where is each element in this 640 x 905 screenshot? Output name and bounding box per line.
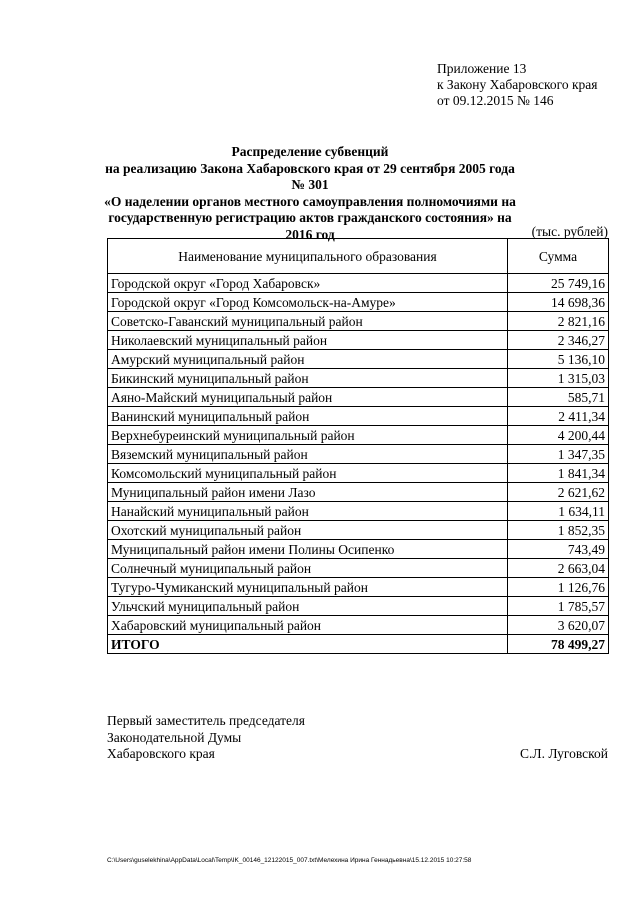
row-sum: 2 346,27 [508,331,609,350]
table-row [108,350,609,369]
row-name: Николаевский муниципальный район [108,331,508,350]
table-row [108,559,609,578]
row-name: Солнечный муниципальный район [108,559,508,578]
table-header-row [108,239,609,274]
row-sum: 585,71 [508,388,609,407]
row-sum: 1 347,35 [508,445,609,464]
signer-line-3: Хабаровского края [107,746,215,761]
row-name: Вяземский муниципальный район [108,445,508,464]
row-sum: 2 411,34 [508,407,609,426]
row-name: Городской округ «Город Комсомольск-на-Амуре» [108,293,508,312]
title-line-1: Распределение субвенций [231,144,389,159]
table-row [108,616,609,635]
row-sum: 25 749,16 [508,274,609,293]
row-sum: 14 698,36 [508,293,609,312]
row-sum: 1 785,57 [508,597,609,616]
row-sum: 1 634,11 [508,502,609,521]
table-row [108,502,609,521]
header-sum: Сумма [508,239,609,274]
row-name: Муниципальный район имени Лазо [108,483,508,502]
table-row [108,388,609,407]
row-name: Верхнебуреинский муниципальный район [108,426,508,445]
row-name: Бикинский муниципальный район [108,369,508,388]
table-row [108,293,609,312]
file-path-footer: C:\Users\guselekhina\AppData\Local\Temp\IK_00146_12122015_007.txt\Мелехина Ирина Геннадьевна\15.12.2015 10:27:58 [107,857,472,864]
signer-line-1: Первый заместитель председателя [107,713,305,728]
row-name: Хабаровский муниципальный район [108,616,508,635]
row-sum: 1 315,03 [508,369,609,388]
row-name: Амурский муниципальный район [108,350,508,369]
table-row [108,521,609,540]
title-line-3: «О наделении органов местного самоуправления полномочиями на [104,193,516,209]
table-row [108,445,609,464]
row-name: Советско-Гаванский муниципальный район [108,312,508,331]
table-row [108,464,609,483]
table-row [108,578,609,597]
total-label: ИТОГО [108,635,508,654]
row-sum: 2 621,62 [508,483,609,502]
table-row [108,274,609,293]
table-row [108,426,609,445]
title-line-4: государственную регистрацию актов гражданского состояния» на 2016 год [108,210,512,242]
row-sum: 2 821,16 [508,312,609,331]
appendix-line-1: Приложение 13 [437,61,527,76]
row-sum: 1 126,76 [508,578,609,597]
row-sum: 1 852,35 [508,521,609,540]
row-name: Ульчский муниципальный район [108,597,508,616]
row-name: Охотский муниципальный район [108,521,508,540]
row-sum: 743,49 [508,540,609,559]
header-name: Наименование муниципального образования [108,239,508,274]
units-label: (тыс. рублей) [531,224,608,239]
row-name: Аяно-Майский муниципальный район [108,388,508,407]
subvention-table [107,238,609,654]
row-sum: 1 841,34 [508,464,609,483]
total-sum: 78 499,27 [508,635,609,654]
title-line-2: на реализацию Закона Хабаровского края от 29 сентября 2005 года № 301 [105,160,515,192]
row-name: Ванинский муниципальный район [108,407,508,426]
signer-line-2: Законодательной Думы [107,729,242,745]
document-title [100,144,520,243]
row-sum: 3 620,07 [508,616,609,635]
signer-name: С.Л. Луговской [520,746,608,761]
row-name: Тугуро-Чумиканский муниципальный район [108,578,508,597]
signer-position [107,713,305,763]
row-sum: 4 200,44 [508,426,609,445]
row-name: Комсомольский муниципальный район [108,464,508,483]
table-row [108,597,609,616]
row-sum: 5 136,10 [508,350,609,369]
appendix-line-2: к Закону Хабаровского края [437,77,598,92]
table-row [108,483,609,502]
row-name: Муниципальный район имени Полины Осипенко [108,540,508,559]
row-name: Городской округ «Город Хабаровск» [108,274,508,293]
table-row [108,407,609,426]
appendix-reference [437,61,598,109]
table-total-row [108,635,609,654]
table-row [108,331,609,350]
row-sum: 2 663,04 [508,559,609,578]
table-row [108,369,609,388]
table-row [108,540,609,559]
row-name: Нанайский муниципальный район [108,502,508,521]
appendix-line-3: от 09.12.2015 № 146 [437,93,554,108]
table-row [108,312,609,331]
